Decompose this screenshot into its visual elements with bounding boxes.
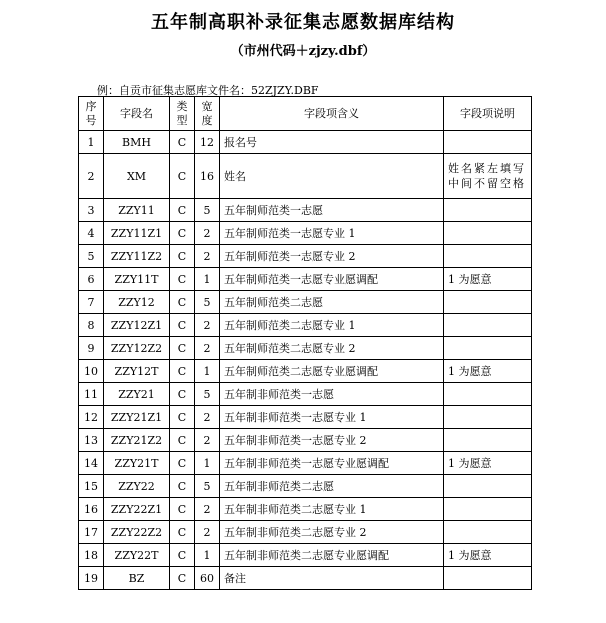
- table-row: [79, 475, 532, 498]
- cell-field-name: ZZY11Z2: [104, 245, 170, 268]
- cell-field-name: ZZY22: [104, 475, 170, 498]
- document-title: 五年制高职补录征集志愿数据库结构: [151, 12, 455, 33]
- cell-note: [444, 475, 532, 498]
- cell-note: [444, 498, 532, 521]
- cell-width: 1: [195, 452, 220, 475]
- cell-note: [444, 291, 532, 314]
- cell-no: 16: [79, 498, 104, 521]
- header-note: 字段项说明: [444, 97, 532, 131]
- cell-no: 6: [79, 268, 104, 291]
- cell-meaning: 五年制师范类二志愿专业 2: [220, 337, 444, 360]
- table-row: [79, 245, 532, 268]
- header-field-name: 字段名: [104, 97, 170, 131]
- cell-meaning: 五年制师范类一志愿专业 2: [220, 245, 444, 268]
- cell-width: 16: [195, 154, 220, 199]
- cell-no: 11: [79, 383, 104, 406]
- cell-field-name: ZZY12Z2: [104, 337, 170, 360]
- cell-note: 1 为愿意: [444, 268, 532, 291]
- cell-note: [444, 337, 532, 360]
- cell-type: C: [170, 154, 195, 199]
- cell-width: 5: [195, 199, 220, 222]
- field-structure-table: [78, 96, 532, 590]
- table-row: [79, 406, 532, 429]
- cell-note: [444, 429, 532, 452]
- table-row: [79, 314, 532, 337]
- cell-type: C: [170, 452, 195, 475]
- table-row: [79, 131, 532, 154]
- cell-type: C: [170, 498, 195, 521]
- cell-meaning: 五年制非师范类一志愿专业愿调配: [220, 452, 444, 475]
- cell-width: 1: [195, 268, 220, 291]
- cell-note: 1 为愿意: [444, 360, 532, 383]
- cell-note: 1 为愿意: [444, 452, 532, 475]
- cell-type: C: [170, 314, 195, 337]
- cell-meaning: 五年制非师范类一志愿: [220, 383, 444, 406]
- cell-no: 15: [79, 475, 104, 498]
- cell-width: 5: [195, 383, 220, 406]
- table-body: [79, 131, 532, 590]
- cell-width: 1: [195, 544, 220, 567]
- cell-no: 19: [79, 567, 104, 590]
- table-row: [79, 291, 532, 314]
- cell-note: 姓名紧左填写中间不留空格: [444, 154, 532, 199]
- cell-field-name: ZZY21: [104, 383, 170, 406]
- cell-meaning: 五年制非师范类二志愿: [220, 475, 444, 498]
- cell-no: 10: [79, 360, 104, 383]
- cell-type: C: [170, 245, 195, 268]
- cell-width: 1: [195, 360, 220, 383]
- cell-no: 12: [79, 406, 104, 429]
- cell-meaning: 五年制非师范类二志愿专业 2: [220, 521, 444, 544]
- cell-field-name: ZZY11Z1: [104, 222, 170, 245]
- cell-width: 60: [195, 567, 220, 590]
- cell-type: C: [170, 429, 195, 452]
- cell-field-name: ZZY22Z2: [104, 521, 170, 544]
- cell-width: 2: [195, 245, 220, 268]
- table-row: [79, 268, 532, 291]
- cell-type: C: [170, 521, 195, 544]
- cell-no: 18: [79, 544, 104, 567]
- cell-meaning: 报名号: [220, 131, 444, 154]
- table-row: [79, 199, 532, 222]
- cell-note: [444, 245, 532, 268]
- cell-meaning: 备注: [220, 567, 444, 590]
- cell-note: [444, 406, 532, 429]
- table-row: [79, 521, 532, 544]
- cell-type: C: [170, 291, 195, 314]
- cell-field-name: ZZY11T: [104, 268, 170, 291]
- cell-field-name: ZZY12: [104, 291, 170, 314]
- cell-width: 2: [195, 498, 220, 521]
- cell-meaning: 五年制师范类一志愿专业 1: [220, 222, 444, 245]
- cell-type: C: [170, 567, 195, 590]
- header-type: 类型: [170, 97, 195, 131]
- cell-width: 2: [195, 406, 220, 429]
- table-row: [79, 498, 532, 521]
- cell-type: C: [170, 383, 195, 406]
- cell-meaning: 五年制师范类二志愿: [220, 291, 444, 314]
- cell-note: 1 为愿意: [444, 544, 532, 567]
- cell-note: [444, 314, 532, 337]
- cell-field-name: ZZY22Z1: [104, 498, 170, 521]
- cell-type: C: [170, 268, 195, 291]
- cell-field-name: ZZY21T: [104, 452, 170, 475]
- cell-meaning: 姓名: [220, 154, 444, 199]
- table-row: [79, 452, 532, 475]
- header-no: 序号: [79, 97, 104, 131]
- cell-width: 5: [195, 291, 220, 314]
- cell-width: 2: [195, 222, 220, 245]
- cell-type: C: [170, 406, 195, 429]
- cell-width: 2: [195, 314, 220, 337]
- cell-type: C: [170, 475, 195, 498]
- cell-type: C: [170, 337, 195, 360]
- cell-field-name: ZZY12T: [104, 360, 170, 383]
- table-row: [79, 360, 532, 383]
- cell-width: 2: [195, 429, 220, 452]
- cell-note: [444, 199, 532, 222]
- example-filename: 例：自贡市征集志愿库文件名：52ZJZY.DBF: [97, 84, 319, 97]
- cell-meaning: 五年制师范类一志愿: [220, 199, 444, 222]
- cell-no: 14: [79, 452, 104, 475]
- table-row: [79, 222, 532, 245]
- table-header-row: [79, 97, 532, 131]
- cell-width: 12: [195, 131, 220, 154]
- cell-no: 1: [79, 131, 104, 154]
- cell-width: 5: [195, 475, 220, 498]
- cell-no: 17: [79, 521, 104, 544]
- cell-no: 13: [79, 429, 104, 452]
- cell-width: 2: [195, 337, 220, 360]
- cell-no: 3: [79, 199, 104, 222]
- cell-meaning: 五年制师范类一志愿专业愿调配: [220, 268, 444, 291]
- cell-note: [444, 222, 532, 245]
- table-row: [79, 383, 532, 406]
- cell-field-name: XM: [104, 154, 170, 199]
- header-width: 宽度: [195, 97, 220, 131]
- cell-meaning: 五年制非师范类二志愿专业 1: [220, 498, 444, 521]
- cell-note: [444, 383, 532, 406]
- cell-width: 2: [195, 521, 220, 544]
- cell-field-name: ZZY11: [104, 199, 170, 222]
- document-subtitle: （市州代码＋zjzy.dbf）: [230, 44, 376, 59]
- cell-no: 2: [79, 154, 104, 199]
- cell-field-name: ZZY22T: [104, 544, 170, 567]
- cell-no: 8: [79, 314, 104, 337]
- cell-type: C: [170, 199, 195, 222]
- table-row: [79, 337, 532, 360]
- cell-no: 5: [79, 245, 104, 268]
- cell-note: [444, 567, 532, 590]
- header-meaning: 字段项含义: [220, 97, 444, 131]
- cell-field-name: ZZY21Z2: [104, 429, 170, 452]
- cell-no: 4: [79, 222, 104, 245]
- cell-meaning: 五年制非师范类一志愿专业 1: [220, 406, 444, 429]
- table-row: [79, 567, 532, 590]
- cell-type: C: [170, 222, 195, 245]
- cell-note: [444, 521, 532, 544]
- cell-note: [444, 131, 532, 154]
- cell-type: C: [170, 360, 195, 383]
- cell-meaning: 五年制非师范类二志愿专业愿调配: [220, 544, 444, 567]
- cell-no: 7: [79, 291, 104, 314]
- table-row: [79, 544, 532, 567]
- cell-type: C: [170, 544, 195, 567]
- cell-meaning: 五年制师范类二志愿专业 1: [220, 314, 444, 337]
- cell-type: C: [170, 131, 195, 154]
- table-row: [79, 154, 532, 199]
- cell-field-name: BMH: [104, 131, 170, 154]
- cell-meaning: 五年制师范类二志愿专业愿调配: [220, 360, 444, 383]
- cell-meaning: 五年制非师范类一志愿专业 2: [220, 429, 444, 452]
- cell-field-name: ZZY21Z1: [104, 406, 170, 429]
- cell-no: 9: [79, 337, 104, 360]
- table-row: [79, 429, 532, 452]
- cell-field-name: ZZY12Z1: [104, 314, 170, 337]
- cell-field-name: BZ: [104, 567, 170, 590]
